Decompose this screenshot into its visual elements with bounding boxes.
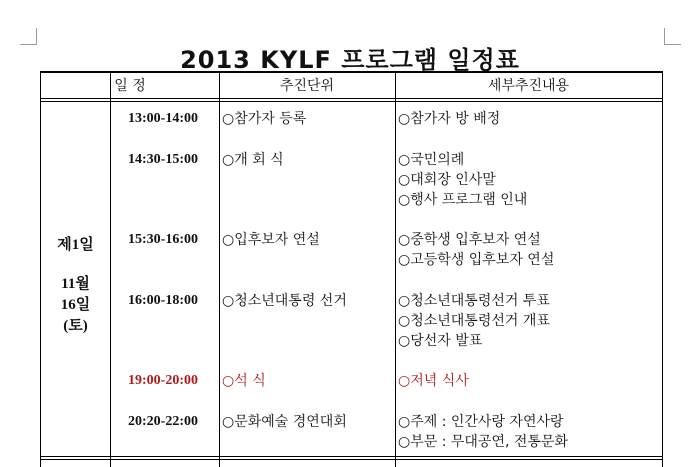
row-time: 15:30-16:00 xyxy=(128,232,198,247)
row-time: 16:00-18:00 xyxy=(128,293,198,308)
detail-line: ○고등학생 입후보자 연설 xyxy=(398,252,555,268)
detail-line: ○대회장 인사말 xyxy=(398,172,496,188)
detail-line: ○참가자 방 배정 xyxy=(398,111,501,127)
row-unit: ○청소년대통령 선거 xyxy=(222,293,347,309)
detail-line: ○청소년대통령선거 투표 xyxy=(398,293,550,309)
table-bottom-rule xyxy=(41,456,662,457)
row-unit: ○석 식 xyxy=(222,373,266,389)
row-time: 13:00-14:00 xyxy=(128,111,198,126)
row-unit: ○참가자 등록 xyxy=(222,111,307,127)
column-divider xyxy=(110,73,111,467)
row-details xyxy=(398,291,550,351)
row-time: 19:00-20:00 xyxy=(128,373,198,388)
header-rule xyxy=(41,101,662,102)
header-rule xyxy=(41,98,662,99)
row-unit: ○개 회 식 xyxy=(222,152,284,168)
detail-line: ○국민의례 xyxy=(398,152,465,168)
detail-line: ○당선자 발표 xyxy=(398,333,483,349)
row-details xyxy=(398,230,554,270)
row-unit: ○문화예술 경연대회 xyxy=(222,414,347,430)
table-bottom-rule xyxy=(41,459,662,460)
day-weekday: (토) xyxy=(63,318,88,334)
detail-line: ○행사 프로그램 인내 xyxy=(398,192,528,208)
row-unit: ○입후보자 연설 xyxy=(222,232,320,248)
detail-line: ○부문 : 무대공연, 전통문화 xyxy=(398,434,568,450)
schedule-table xyxy=(40,71,663,467)
detail-line: ○주제 : 인간사랑 자연사랑 xyxy=(398,414,564,430)
detail-line: ○중학생 입후보자 연설 xyxy=(398,232,541,248)
detail-line: ○저녁 식사 xyxy=(398,373,469,389)
header-detail: 세부추진내용 xyxy=(487,78,570,94)
row-details xyxy=(398,412,568,452)
row-details xyxy=(398,150,527,210)
day-date: 16일 xyxy=(60,297,91,313)
row-details xyxy=(398,109,500,129)
row-time: 14:30-15:00 xyxy=(128,152,198,167)
header-date: 일 정 xyxy=(114,78,146,94)
day-month: 11월 xyxy=(61,276,90,292)
row-details xyxy=(398,371,469,391)
page-title: 2013 KYLF 프로그램 일정표 xyxy=(180,46,520,74)
column-divider xyxy=(395,73,396,467)
column-divider xyxy=(219,73,220,467)
day-label: 제1일 xyxy=(57,237,94,253)
row-time: 20:20-22:00 xyxy=(128,414,198,429)
header-unit: 추진단위 xyxy=(279,78,335,94)
detail-line: ○청소년대통령선거 개표 xyxy=(398,313,550,329)
